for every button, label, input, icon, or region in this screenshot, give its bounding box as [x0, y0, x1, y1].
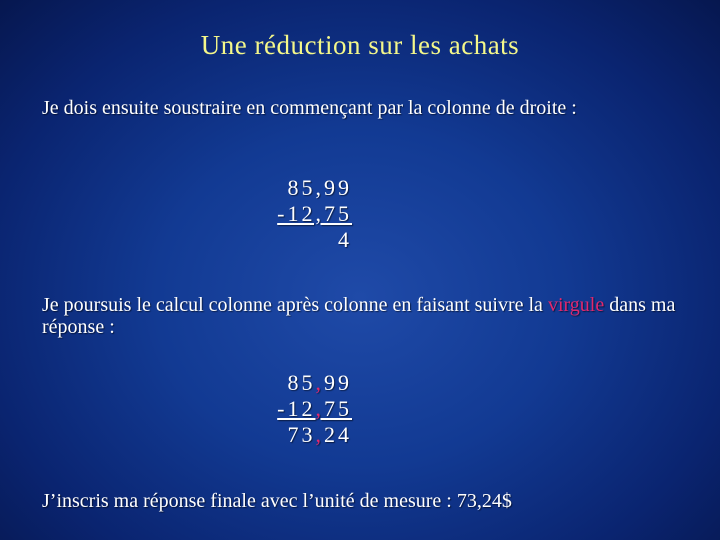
- subtrahend-comma: ,: [315, 396, 324, 421]
- minuend-line: 85,99: [287, 175, 352, 200]
- slide-title: Une réduction sur les achats: [200, 30, 520, 60]
- subtrahend-line: [250, 396, 352, 422]
- subtrahend-integer: -12: [277, 396, 316, 421]
- subtraction-complete: [250, 370, 352, 448]
- minuend-integer: 85: [287, 370, 316, 395]
- final-answer-paragraph: J’inscris ma réponse finale avec l’unité de mesure : 73,24$: [42, 490, 512, 512]
- instruction-paragraph-1: Je dois ensuite soustraire en commençant par la colonne de droite :: [42, 97, 577, 119]
- subtrahend-decimal: 75: [324, 396, 352, 421]
- result-line: [250, 422, 352, 448]
- paragraph2-before: Je poursuis le calcul colonne après colonne en faisant suivre la: [42, 294, 548, 316]
- subtrahend-line: -12,75: [277, 201, 352, 226]
- minuend-decimal: 99: [324, 370, 352, 395]
- minuend-line: [250, 370, 352, 396]
- instruction-paragraph-2: [42, 294, 682, 338]
- partial-result-line: 4: [338, 227, 352, 252]
- result-integer: 73: [287, 422, 316, 447]
- result-decimal: 24: [324, 422, 352, 447]
- paragraph2-after: dans ma réponse :: [42, 294, 676, 338]
- result-comma: ,: [315, 422, 324, 447]
- subtraction-step-1: [250, 175, 352, 253]
- minuend-comma: ,: [315, 370, 324, 395]
- highlight-virgule: virgule: [547, 294, 605, 316]
